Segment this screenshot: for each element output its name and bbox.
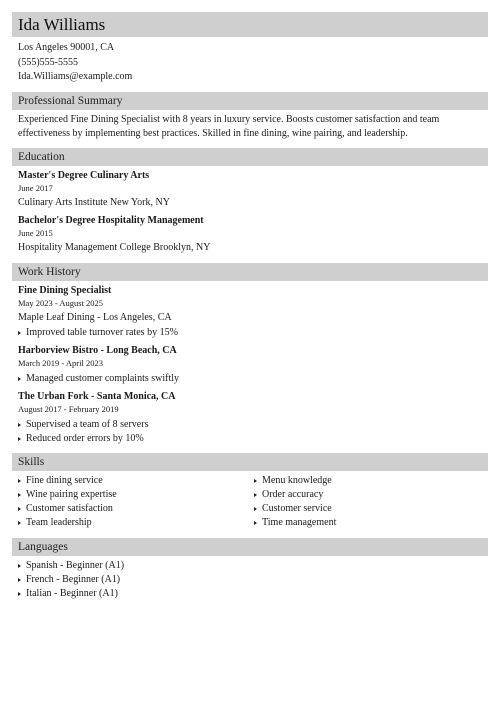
education-entry [18,214,488,256]
education-school: Culinary Arts Institute New York, NY [18,196,170,208]
job-entry [18,390,488,446]
contact-block [12,41,488,85]
skill-item: Order accuracy [254,488,336,502]
summary-text: Experienced Fine Dining Specialist with 8 years in luxury service. Boosts customer satisfaction and team effectiveness by implementing best practices. Skilled in fine dining, wine pairing, and leadership. [18,113,440,139]
candidate-name: Ida Williams [18,14,106,34]
job-bullets [18,326,488,340]
contact-phone: (555)555-5555 [18,56,78,68]
name-header [12,12,488,37]
education-date: June 2017 [18,182,53,193]
education-section-header [12,148,488,166]
education-date: June 2015 [18,227,53,238]
job-title: Fine Dining Specialist [18,284,112,296]
job-bullet: Supervised a team of 8 servers [18,418,488,432]
job-bullet: Reduced order errors by 10% [18,432,488,446]
job-date: August 2017 - February 2019 [18,403,119,414]
job-bullets [18,372,488,386]
language-item: French - Beginner (A1) [18,573,488,587]
job-date: May 2023 - August 2025 [18,297,103,308]
education-degree: Master's Degree Culinary Arts [18,169,150,181]
work-heading: Work History [18,265,81,278]
skill-item: Wine pairing expertise [18,488,254,502]
education-school: Hospitality Management College Brooklyn, NY [18,241,211,253]
summary-section-header [12,92,488,110]
work-list [12,284,488,446]
languages-section-header [12,538,488,556]
job-entry [18,284,488,340]
skills-right-column [254,474,336,530]
job-bullet: Improved table turnover rates by 15% [18,326,488,340]
skill-item: Customer satisfaction [18,502,254,516]
job-entry [18,344,488,386]
skill-item: Fine dining service [18,474,254,488]
skill-item: Menu knowledge [254,474,336,488]
language-item: Italian - Beginner (A1) [18,587,488,601]
job-employer: Maple Leaf Dining - Los Angeles, CA [18,311,172,323]
contact-email: Ida.Williams@example.com [18,71,133,82]
job-bullet: Managed customer complaints swiftly [18,372,488,386]
languages-list [18,559,488,601]
skills-section-header [12,453,488,471]
contact-address: Los Angeles 90001, CA [18,42,115,53]
education-degree: Bachelor's Degree Hospitality Management [18,214,204,226]
languages-heading: Languages [18,540,68,553]
education-list [12,169,488,256]
work-section-header [12,263,488,281]
education-entry [18,169,488,211]
skills-heading: Skills [18,455,45,468]
summary-heading: Professional Summary [18,94,123,107]
skills-grid [18,474,488,530]
job-title: The Urban Fork - Santa Monica, CA [18,390,176,402]
skill-item: Team leadership [18,516,254,530]
job-title: Harborview Bistro - Long Beach, CA [18,344,177,356]
language-item: Spanish - Beginner (A1) [18,559,488,573]
skill-item: Time management [254,516,336,530]
job-date: March 2019 - April 2023 [18,357,103,368]
skill-item: Customer service [254,502,336,516]
skills-left-column [18,474,254,530]
education-heading: Education [18,150,65,163]
job-bullets [18,418,488,446]
